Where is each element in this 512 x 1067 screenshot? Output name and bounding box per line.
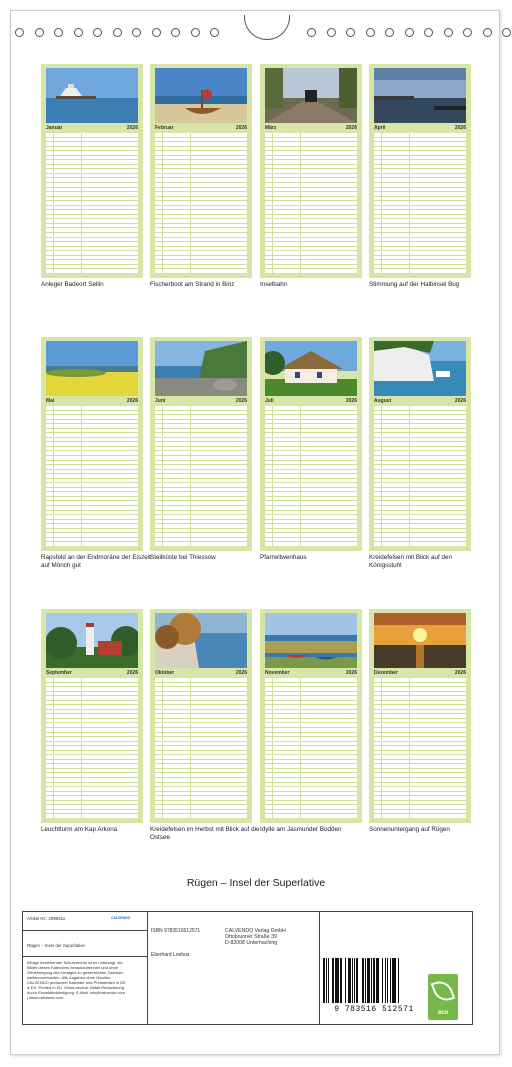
month-year: 2026 <box>235 670 247 676</box>
month-page-2 <box>150 64 252 278</box>
month-caption: Anleger Badeort Sellin <box>41 281 104 288</box>
day-row <box>155 542 247 546</box>
month-name: Dezember <box>374 670 398 676</box>
day-grid <box>155 678 247 818</box>
month-header <box>265 398 357 405</box>
month-page-9 <box>41 609 143 823</box>
month-name: Februar <box>155 125 174 131</box>
publisher-address: CALVENDO Verlag GmbH Ottobrunner Straße 39 D-82008 Unterhaching <box>225 928 286 946</box>
month-header <box>155 125 247 132</box>
month-caption: Stimmung auf der Halbinsel Bug <box>369 281 460 288</box>
product-title: Rügen – Insel der Superlative <box>27 943 85 948</box>
month-year: 2026 <box>454 125 466 131</box>
binding-ring <box>463 28 472 37</box>
month-page-7 <box>260 337 362 551</box>
month-name: Juli <box>265 398 274 404</box>
binding-ring <box>385 28 394 37</box>
leaf-icon <box>431 978 455 1005</box>
binding-ring <box>74 28 83 37</box>
month-page-3 <box>260 64 362 278</box>
day-grid <box>265 678 357 818</box>
day-row <box>265 814 357 818</box>
barcode <box>323 958 425 1020</box>
day-row <box>374 542 466 546</box>
publisher-logo: CALVENDO <box>111 916 131 920</box>
month-photo <box>374 68 466 123</box>
hanger-hook <box>244 15 290 40</box>
month-caption: Leuchtturm am Kap Arkona <box>41 826 118 833</box>
binding-ring <box>93 28 102 37</box>
day-grid <box>374 678 466 818</box>
binding-ring <box>35 28 44 37</box>
day-row <box>46 542 138 546</box>
author: Eberhard Loebus <box>151 952 190 958</box>
day-grid <box>155 406 247 546</box>
binding-ring <box>15 28 24 37</box>
month-caption: Idylle am Jasmunder Bodden <box>260 826 342 833</box>
month-year: 2026 <box>454 670 466 676</box>
month-header <box>374 125 466 132</box>
month-caption: Kreidefelsen mit Blick auf den Königsstuhl <box>369 554 452 569</box>
month-photo <box>46 613 138 668</box>
month-header <box>155 670 247 677</box>
month-caption: Sonnenuntergang auf Rügen <box>369 826 450 833</box>
month-year: 2026 <box>345 398 357 404</box>
month-name: Januar <box>46 125 63 131</box>
binding-ring <box>152 28 161 37</box>
binding-ring <box>483 28 492 37</box>
binding-ring <box>502 28 511 37</box>
day-row <box>374 814 466 818</box>
month-header <box>265 125 357 132</box>
month-photo <box>265 68 357 123</box>
binding-ring <box>132 28 141 37</box>
month-photo <box>155 341 247 396</box>
month-name: August <box>374 398 392 404</box>
month-page-4 <box>369 64 471 278</box>
month-header <box>265 670 357 677</box>
month-photo <box>265 341 357 396</box>
calendar-title: Rügen – Insel der Superlative <box>186 877 326 889</box>
article-number: Artikel Nr.: 2096311 <box>27 916 66 921</box>
binding-ring <box>327 28 336 37</box>
binding-ring <box>210 28 219 37</box>
month-page-5 <box>41 337 143 551</box>
month-caption: Steilküste bei Thiessow <box>150 554 216 561</box>
month-caption: Pfarrwitwenhaus <box>260 554 307 561</box>
binding-ring <box>424 28 433 37</box>
month-name: Oktober <box>155 670 175 676</box>
legal-text: Infolge bestehender Schutzrechte ist es untersagt, die Bilder dieses Kalenders herauszutrennen und ohne Genehmigung des Verlages zu gewerblichen Zwecken weiterzuverkaufen. Alle Angaben ohne Gewähr. CALVENDO produziert Kalender und Printmedien in DE & EU. Printed in EU. Klima-neutral. Abfall-Reduzierung durch Einzelstückfertigung. E-Mail: info@calvendo.com | www.calvendo.com <box>27 960 126 1000</box>
month-year: 2026 <box>345 670 357 676</box>
month-name: März <box>265 125 277 131</box>
binding-ring <box>113 28 122 37</box>
month-header <box>374 670 466 677</box>
month-photo <box>155 68 247 123</box>
month-year: 2026 <box>454 398 466 404</box>
month-year: 2026 <box>126 398 138 404</box>
day-grid <box>46 678 138 818</box>
month-year: 2026 <box>126 125 138 131</box>
month-photo <box>46 68 138 123</box>
spiral-binding <box>11 17 499 47</box>
month-caption: Rapsfeld an der Endmoräne der Eiszeit auf Mönch gut <box>41 554 151 569</box>
day-grid <box>265 406 357 546</box>
month-page-6 <box>150 337 252 551</box>
month-photo <box>374 341 466 396</box>
barcode-number: 9 783516 512571 <box>334 1005 414 1014</box>
binding-ring <box>54 28 63 37</box>
month-header <box>46 398 138 405</box>
month-name: Mai <box>46 398 55 404</box>
imprint-box <box>22 911 473 1025</box>
binding-ring <box>444 28 453 37</box>
binding-ring <box>171 28 180 37</box>
day-grid <box>374 133 466 273</box>
month-year: 2026 <box>345 125 357 131</box>
month-header <box>46 670 138 677</box>
month-page-8 <box>369 337 471 551</box>
month-page-11 <box>260 609 362 823</box>
binding-ring <box>346 28 355 37</box>
day-row <box>155 269 247 273</box>
month-caption: Fischerboot am Strand in Binz <box>150 281 235 288</box>
month-year: 2026 <box>235 125 247 131</box>
month-name: November <box>265 670 290 676</box>
day-row <box>265 269 357 273</box>
binding-ring <box>307 28 316 37</box>
month-photo <box>155 613 247 668</box>
month-caption: Inselbahn <box>260 281 288 288</box>
day-grid <box>155 133 247 273</box>
month-year: 2026 <box>235 398 247 404</box>
month-photo <box>46 341 138 396</box>
day-grid <box>265 133 357 273</box>
month-page-10 <box>150 609 252 823</box>
month-name: September <box>46 670 72 676</box>
day-row <box>374 269 466 273</box>
month-header <box>46 125 138 132</box>
month-header <box>155 398 247 405</box>
month-photo <box>265 613 357 668</box>
isbn: ISBN 9783516512571 <box>151 928 201 934</box>
day-grid <box>46 133 138 273</box>
eco-badge: eco <box>428 974 458 1020</box>
month-name: April <box>374 125 386 131</box>
binding-ring <box>366 28 375 37</box>
month-caption: Kreidefelsen im Herbst mit Blick auf die Ostsee <box>150 826 260 841</box>
day-row <box>265 542 357 546</box>
month-page-12 <box>369 609 471 823</box>
day-grid <box>46 406 138 546</box>
month-photo <box>374 613 466 668</box>
month-page-1 <box>41 64 143 278</box>
binding-ring <box>405 28 414 37</box>
month-name: Juni <box>155 398 166 404</box>
binding-ring <box>191 28 200 37</box>
month-year: 2026 <box>126 670 138 676</box>
day-row <box>155 814 247 818</box>
day-grid <box>374 406 466 546</box>
day-row <box>46 814 138 818</box>
day-row <box>46 269 138 273</box>
month-header <box>374 398 466 405</box>
